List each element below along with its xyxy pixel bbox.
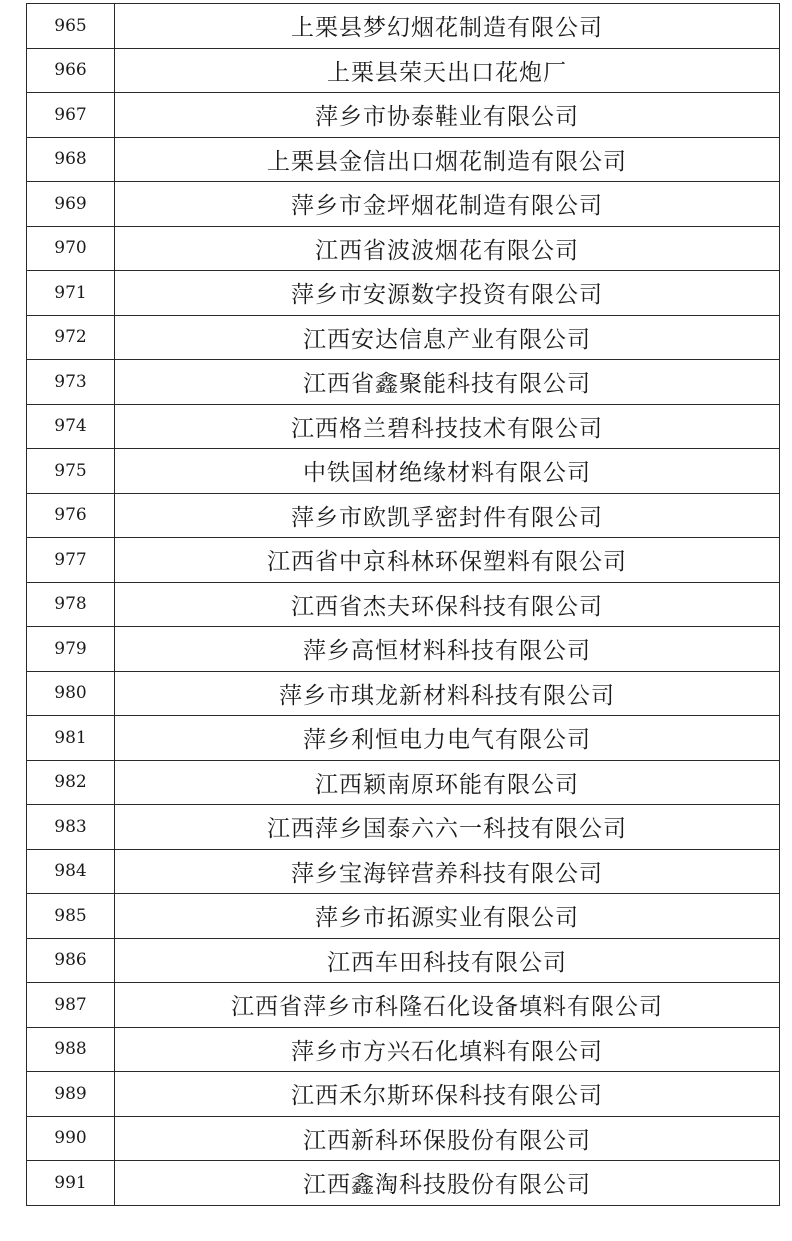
row-number: 973: [27, 360, 115, 405]
company-name: 江西新科环保股份有限公司: [115, 1116, 780, 1161]
company-name: 上栗县金信出口烟花制造有限公司: [115, 137, 780, 182]
table-row: [27, 360, 780, 405]
row-number: 968: [27, 137, 115, 182]
row-number: 976: [27, 493, 115, 538]
company-name: 上栗县荣天出口花炮厂: [115, 48, 780, 93]
row-number: 970: [27, 226, 115, 271]
table-row: [27, 582, 780, 627]
table-row: [27, 182, 780, 227]
row-number: 987: [27, 983, 115, 1028]
company-name: 江西安达信息产业有限公司: [115, 315, 780, 360]
row-number: 975: [27, 449, 115, 494]
table-row: [27, 137, 780, 182]
table-row: [27, 1161, 780, 1206]
company-name: 江西萍乡国泰六六一科技有限公司: [115, 805, 780, 850]
table-row: [27, 449, 780, 494]
company-name: 萍乡利恒电力电气有限公司: [115, 716, 780, 761]
row-number: 980: [27, 671, 115, 716]
table-row: [27, 849, 780, 894]
company-name: 萍乡宝海锌营养科技有限公司: [115, 849, 780, 894]
company-name: 江西车田科技有限公司: [115, 938, 780, 983]
table-row: [27, 938, 780, 983]
row-number: 990: [27, 1116, 115, 1161]
table-row: [27, 93, 780, 138]
company-name: 江西省萍乡市科隆石化设备填料有限公司: [115, 983, 780, 1028]
company-name: 江西格兰碧科技技术有限公司: [115, 404, 780, 449]
company-name: 江西省杰夫环保科技有限公司: [115, 582, 780, 627]
company-name: 中铁国材绝缘材料有限公司: [115, 449, 780, 494]
row-number: 966: [27, 48, 115, 93]
company-list-table: [26, 3, 780, 1206]
table-row: [27, 671, 780, 716]
row-number: 965: [27, 4, 115, 49]
table-row: [27, 404, 780, 449]
company-name: 萍乡市欧凯孚密封件有限公司: [115, 493, 780, 538]
row-number: 978: [27, 582, 115, 627]
table-row: [27, 716, 780, 761]
company-name: 萍乡市金坪烟花制造有限公司: [115, 182, 780, 227]
table-row: [27, 538, 780, 583]
table-row: [27, 493, 780, 538]
company-name: 江西颖南原环能有限公司: [115, 760, 780, 805]
company-name: 萍乡市协泰鞋业有限公司: [115, 93, 780, 138]
table-row: [27, 4, 780, 49]
row-number: 985: [27, 894, 115, 939]
company-name: 上栗县梦幻烟花制造有限公司: [115, 4, 780, 49]
table-row: [27, 983, 780, 1028]
table-row: [27, 1027, 780, 1072]
row-number: 974: [27, 404, 115, 449]
row-number: 979: [27, 627, 115, 672]
company-name: 萍乡高恒材料科技有限公司: [115, 627, 780, 672]
company-name: 萍乡市拓源实业有限公司: [115, 894, 780, 939]
table-row: [27, 48, 780, 93]
row-number: 971: [27, 271, 115, 316]
table-row: [27, 627, 780, 672]
company-name: 江西省鑫聚能科技有限公司: [115, 360, 780, 405]
company-name: 萍乡市安源数字投资有限公司: [115, 271, 780, 316]
row-number: 991: [27, 1161, 115, 1206]
row-number: 967: [27, 93, 115, 138]
company-name: 江西省波波烟花有限公司: [115, 226, 780, 271]
company-name: 萍乡市方兴石化填料有限公司: [115, 1027, 780, 1072]
company-list-body: [27, 4, 780, 1206]
row-number: 984: [27, 849, 115, 894]
row-number: 977: [27, 538, 115, 583]
company-name: 江西禾尔斯环保科技有限公司: [115, 1072, 780, 1117]
row-number: 988: [27, 1027, 115, 1072]
row-number: 981: [27, 716, 115, 761]
table-row: [27, 805, 780, 850]
row-number: 972: [27, 315, 115, 360]
table-row: [27, 1072, 780, 1117]
row-number: 986: [27, 938, 115, 983]
table-row: [27, 271, 780, 316]
table-row: [27, 226, 780, 271]
row-number: 989: [27, 1072, 115, 1117]
table-row: [27, 894, 780, 939]
table-row: [27, 760, 780, 805]
row-number: 982: [27, 760, 115, 805]
row-number: 969: [27, 182, 115, 227]
company-name: 江西鑫淘科技股份有限公司: [115, 1161, 780, 1206]
table-row: [27, 315, 780, 360]
table-row: [27, 1116, 780, 1161]
row-number: 983: [27, 805, 115, 850]
company-name: 江西省中京科林环保塑料有限公司: [115, 538, 780, 583]
company-name: 萍乡市琪龙新材料科技有限公司: [115, 671, 780, 716]
